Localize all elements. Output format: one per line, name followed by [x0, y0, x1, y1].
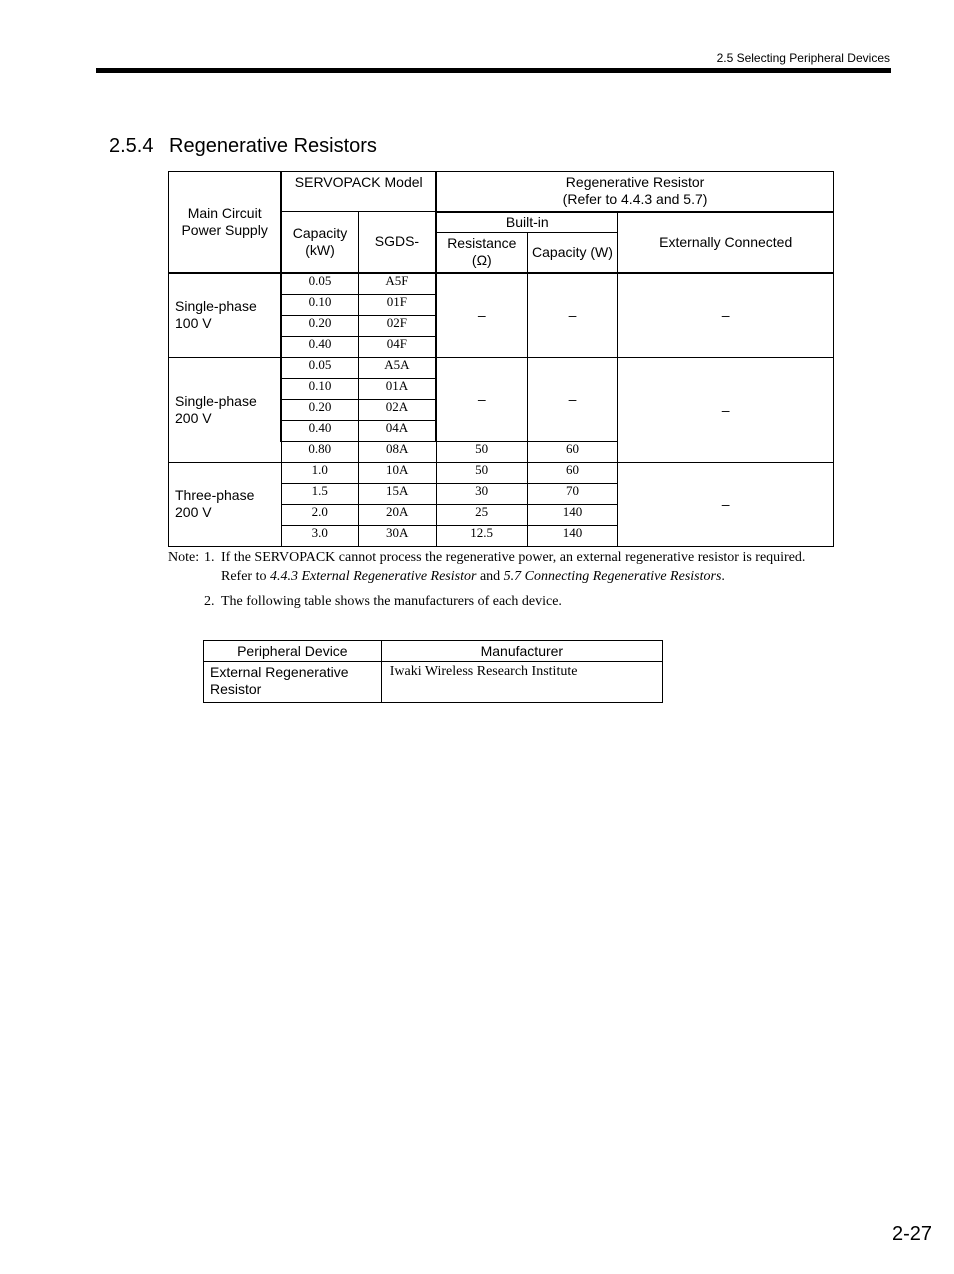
section-heading	[109, 135, 377, 158]
manufacturer-table	[203, 640, 663, 703]
header-regen-resistor	[436, 172, 833, 212]
model-cell: 01A	[358, 378, 436, 399]
header-main-circuit: Main Circuit Power Supply	[169, 172, 282, 273]
capacity-w-cell: 140	[527, 504, 618, 525]
model-cell: A5F	[358, 273, 436, 295]
capacity-cell: 0.10	[281, 294, 358, 315]
device-cell: External Regenerative Resistor	[204, 662, 382, 703]
running-header: 2.5 Selecting Peripheral Devices	[716, 51, 890, 65]
capacity-cell: 0.10	[281, 378, 358, 399]
header-regen-ref: (Refer to 4.4.3 and 5.7)	[562, 191, 708, 207]
notes	[168, 548, 808, 611]
model-cell: 04A	[358, 420, 436, 441]
model-cell: 04F	[358, 336, 436, 357]
model-cell: 08A	[358, 441, 436, 462]
note-2	[204, 592, 808, 611]
resistance-cell: 50	[436, 462, 527, 483]
section-number: 2.5.4	[109, 135, 154, 157]
manufacturer-cell: Iwaki Wireless Research Institute	[381, 662, 662, 703]
header-capacity-w: Capacity (W)	[527, 233, 618, 273]
resistance-cell: 25	[436, 504, 527, 525]
model-cell: 01F	[358, 294, 436, 315]
capacity-w-cell: –	[527, 357, 618, 441]
resistance-cell: 12.5	[436, 525, 527, 546]
note-prefix: Note:	[168, 550, 200, 565]
header-rule	[96, 68, 891, 73]
note-1-end: .	[721, 569, 725, 584]
model-cell: 02F	[358, 315, 436, 336]
capacity-cell: 0.40	[281, 420, 358, 441]
capacity-w-cell: 60	[527, 462, 618, 483]
capacity-cell: 3.0	[281, 525, 358, 546]
header-built-in: Built-in	[436, 212, 618, 233]
model-cell: 10A	[358, 462, 436, 483]
capacity-cell: 0.20	[281, 315, 358, 336]
group-single-phase-100v: Single-phase 100 V	[169, 273, 282, 358]
capacity-cell: 0.20	[281, 399, 358, 420]
external-cell: –	[618, 357, 834, 462]
resistance-cell: –	[436, 357, 527, 441]
note-2-number: 2.	[204, 594, 215, 609]
capacity-w-cell: –	[527, 273, 618, 358]
header-peripheral-device: Peripheral Device	[204, 641, 382, 662]
capacity-cell: 0.40	[281, 336, 358, 357]
capacity-cell: 0.05	[281, 273, 358, 295]
header-externally-connected: Externally Connected	[618, 212, 834, 273]
note-1-text	[221, 548, 808, 586]
header-sgds: SGDS-	[358, 212, 436, 273]
note-1-number: 1.	[204, 550, 215, 565]
group-single-phase-200v: Single-phase 200 V	[169, 357, 282, 462]
group-three-phase-200v: Three-phase 200 V	[169, 462, 282, 546]
note-1-and: and	[476, 569, 504, 584]
header-capacity-kw: Capacity (kW)	[281, 212, 358, 273]
note-1-ref-external-resistor: 4.4.3 External Regenerative Resistor	[269, 569, 477, 584]
model-cell: 30A	[358, 525, 436, 546]
capacity-w-cell: 70	[527, 483, 618, 504]
resistance-cell: 30	[436, 483, 527, 504]
header-regen-resistor-title: Regenerative Resistor	[565, 174, 705, 190]
note-1-ref-connecting-resistors: 5.7 Connecting Regenerative Resistors	[503, 569, 722, 584]
external-cell: –	[618, 273, 834, 358]
regenerative-resistor-table	[168, 171, 834, 547]
page-number: 2-27	[891, 1223, 932, 1245]
capacity-cell: 1.0	[281, 462, 358, 483]
resistance-cell: –	[436, 273, 527, 358]
note-1	[168, 548, 808, 586]
model-cell: 20A	[358, 504, 436, 525]
capacity-w-cell: 60	[527, 441, 618, 462]
model-cell: 15A	[358, 483, 436, 504]
capacity-cell: 1.5	[281, 483, 358, 504]
model-cell: A5A	[358, 357, 436, 378]
header-manufacturer: Manufacturer	[381, 641, 662, 662]
capacity-w-cell: 140	[527, 525, 618, 546]
note-1-lead: If the SERVOPACK cannot process the regenerative power, an external regenerative resistor is required. Refer to	[221, 550, 806, 584]
header-servopack-model: SERVOPACK Model	[281, 172, 436, 212]
capacity-cell: 0.05	[281, 357, 358, 378]
capacity-cell: 0.80	[281, 441, 358, 462]
note-2-text: The following table shows the manufacturers of each device.	[221, 594, 562, 609]
capacity-cell: 2.0	[281, 504, 358, 525]
model-cell: 02A	[358, 399, 436, 420]
header-resistance: Resistance (Ω)	[436, 233, 527, 273]
resistance-cell: 50	[436, 441, 527, 462]
external-cell: –	[618, 462, 834, 546]
section-title: Regenerative Resistors	[169, 135, 377, 157]
